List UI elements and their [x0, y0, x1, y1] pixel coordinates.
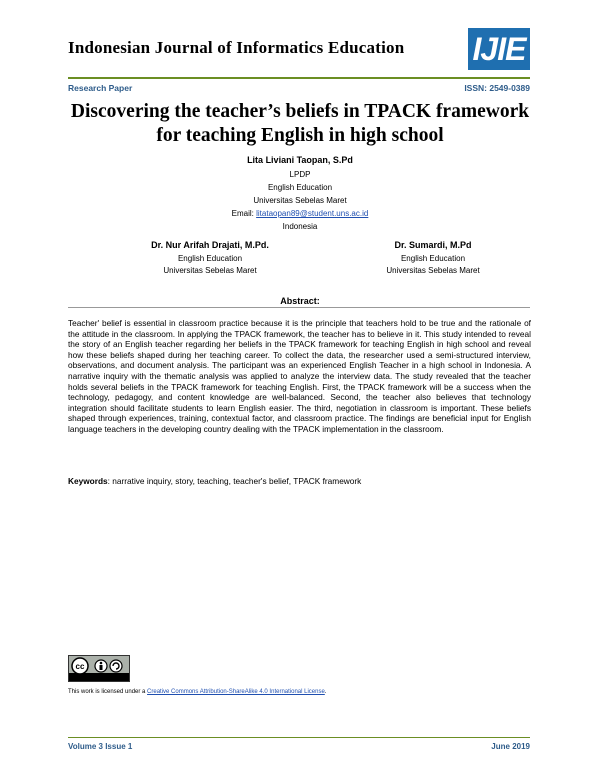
coauthor-right — [333, 240, 533, 275]
email-label: Email: — [231, 209, 254, 218]
coauthor-left-dept: English Education — [177, 254, 243, 263]
footer-date: June 2019 — [491, 742, 530, 751]
main-author-name: Lita Liviani Taopan, S.Pd — [247, 155, 353, 165]
email-link[interactable]: litataopan89@student.uns.ac.id — [256, 209, 369, 218]
journal-logo: IJIE — [468, 28, 530, 70]
coauthor-right-univ: Universitas Sebelas Maret — [386, 266, 480, 275]
section-label: Research Paper — [68, 83, 133, 93]
main-author-affiliation-1: LPDP — [289, 170, 311, 179]
paper-title — [60, 100, 540, 148]
main-author-affiliation-2: English Education — [267, 183, 333, 192]
license-note — [68, 689, 326, 695]
coauthor-left — [110, 240, 310, 275]
cc-badge-icon — [69, 656, 129, 681]
license-suffix: . — [324, 689, 327, 695]
svg-text:cc: cc — [75, 662, 85, 671]
footer-volume: Volume 3 Issue 1 — [68, 742, 133, 751]
cc-license-badge[interactable] — [68, 655, 130, 682]
main-author-country: Indonesia — [282, 222, 318, 231]
keywords-text: : narrative inquiry, story, teaching, teacher's belief, TPACK framework — [107, 476, 362, 486]
coauthor-right-dept: English Education — [400, 254, 466, 263]
footer-divider — [68, 737, 530, 738]
abstract-heading: Abstract: — [280, 296, 320, 306]
coauthor-left-name: Dr. Nur Arifah Drajati, M.Pd. — [151, 240, 269, 250]
abstract-divider — [68, 307, 530, 308]
coauthor-right-name: Dr. Sumardi, M.Pd — [394, 240, 472, 250]
issn-label: ISSN: 2549-0389 — [464, 83, 530, 93]
keywords — [68, 476, 531, 486]
paper-title-line-1: Discovering the teacher’s beliefs in TPACK framework — [70, 101, 530, 122]
keywords-label: Keywords — [68, 476, 108, 486]
license-link[interactable]: Creative Commons Attribution-ShareAlike 4.0 International License — [147, 689, 325, 695]
license-prefix: This work is licensed under a — [68, 689, 148, 695]
coauthor-left-univ: Universitas Sebelas Maret — [163, 266, 257, 275]
main-author-affiliation-3: Universitas Sebelas Maret — [253, 196, 347, 205]
header-divider — [68, 77, 530, 79]
abstract-body: Teacher' belief is essential in classroom practice because it is the principle that teachers hold to be true and the rationale of the attitude in the classroom. In applying the TPACK framework, the teacher has to believe in it. This study intended to reveal the story of an English teacher regarding her beliefs in the TPACK framework for teaching English in high school and reveal how these beliefs shaped during her teaching career. To collect the data, the researcher used a semi-structured interview, observations, and document analysis. The participant was an experienced English Teacher in a high school in Indonesia. A narrative inquiry with the thematic analysis was applied to analyze the interview data. The study revealed that the teacher holds several beliefs in the TPACK framework for teaching English. First, the TPACK framework will be a success when the technology, pedagogy, and content knowledge are well-balanced. Second, the teacher also believes that technology integration should facilitate students to learn English easier. The third, negotiation in classroom is important. These beliefs shaped through experiences, training, contextual factor, and classroom practice. The findings are beneficial input for English language teachers in the developing country dealing with the TPACK implementation in the classroom. — [68, 318, 531, 434]
journal-title: Indonesian Journal of Informatics Education — [68, 38, 405, 57]
paper-title-line-2: for teaching English in high school — [156, 125, 444, 146]
main-author-email-row — [60, 209, 540, 218]
